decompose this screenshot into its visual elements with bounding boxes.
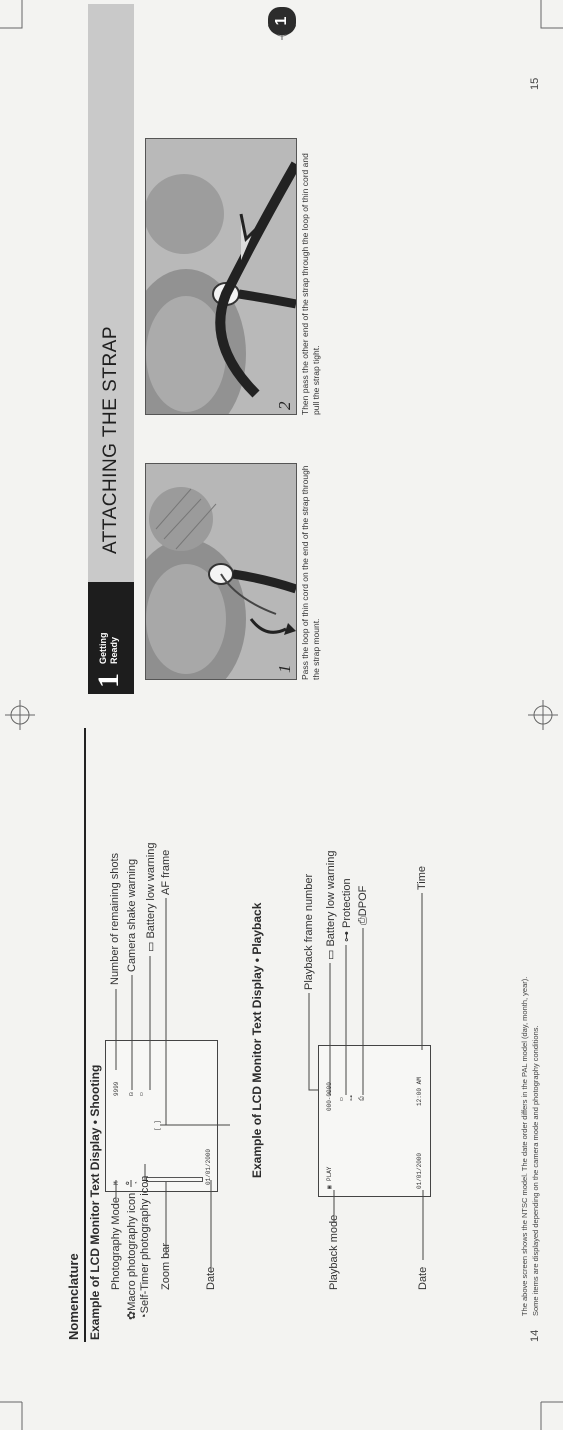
page-number-right: 15 — [529, 77, 541, 90]
lcd-date-readout: 01/01/2000 — [205, 1148, 212, 1185]
callout-remaining-shots: Number of remaining shots — [109, 852, 121, 985]
self-timer-icon: ◔ — [139, 1313, 151, 1320]
step-1-caption: Pass the loop of thin cord on the end of the strap through the strap mount. — [300, 465, 321, 680]
play-icon: ▣ — [326, 1185, 333, 1189]
crop-mark-bottom-right — [541, 0, 563, 28]
footnote-line-1: The above screen shows the NTSC model. The date order differs in the PAL model (day, month, year). — [520, 976, 529, 1316]
callout-dpof-label: DPOF — [357, 885, 369, 917]
lcd-date-readout: 01/01/2000 — [416, 1152, 423, 1189]
dpof-icon: ⎙ — [358, 1096, 365, 1101]
protection-icon: ⊶ — [341, 931, 353, 942]
chapter-number: 1 — [92, 673, 125, 688]
chapter-label — [98, 633, 120, 665]
callout-date-playback: Date — [417, 1266, 429, 1290]
self-timer-icon: ◔ — [133, 1181, 140, 1185]
step-1-number: 1 — [275, 664, 294, 673]
battery-icon: ▭ — [138, 1092, 145, 1096]
macro-icon: ✿ — [124, 1181, 131, 1185]
lcd-time-readout: 12:00 AM — [416, 1077, 423, 1106]
playback-section-heading: Example of LCD Monitor Text Display • Playback — [250, 902, 264, 1178]
callout-frame-number: Playback frame number — [303, 873, 315, 990]
strap-pull-illustration — [146, 139, 296, 414]
lcd-mode-readout: M — [113, 1181, 120, 1185]
callout-photography-mode: Photography Mode — [110, 1197, 122, 1290]
step-1-photo — [145, 463, 297, 680]
lcd-af-frame: [ ] — [154, 1120, 161, 1131]
page-number-left: 14 — [529, 1329, 541, 1342]
protection-icon: ⊶ — [348, 1095, 355, 1101]
crop-mark-top-right — [0, 0, 22, 28]
callout-protection-label: Protection — [341, 878, 353, 928]
section-title: ATTACHING THE STRAP — [100, 325, 121, 554]
step-2-caption: Then pass the other end of the strap through the loop of thin cord and pull the strap tight. — [300, 153, 321, 415]
callout-af-frame: AF frame — [160, 849, 172, 895]
battery-icon: ▭ — [338, 1097, 345, 1101]
battery-icon: ▭ — [145, 941, 157, 952]
dpof-icon: ⎙ — [357, 916, 369, 925]
lcd-play-readout: PLAY — [326, 1166, 333, 1181]
strap-loop-illustration — [146, 464, 296, 679]
footnote-line-2: Some items are displayed depending on the camera mode and photography conditions. — [531, 1025, 540, 1316]
callout-playback-mode: Playback mode — [328, 1214, 340, 1290]
callout-self-timer-icon-label: Self-Timer photography icon — [139, 1175, 151, 1314]
callout-battery-low-playback-label: Battery low warning — [325, 850, 337, 947]
chapter-label-line-2: Ready — [109, 636, 119, 664]
callout-zoom-bar: Zoom bar — [160, 1242, 172, 1290]
chapter-label-line-1: Getting — [98, 632, 108, 664]
lcd-shots-readout: 9999 — [113, 1081, 120, 1096]
chapter-marker — [88, 582, 134, 694]
callout-macro-icon-label: Macro photography icon — [126, 1192, 138, 1311]
chapter-tab-badge: 1 — [268, 7, 296, 35]
lcd-frame-readout: 000-0000 — [326, 1082, 333, 1111]
step-2-number: 2 — [275, 401, 294, 410]
camera-shake-icon: ☊ — [128, 1092, 135, 1096]
battery-icon: ▭ — [325, 949, 337, 960]
page-title: Nomenclature — [66, 1253, 81, 1340]
callout-date: Date — [205, 1266, 217, 1290]
callout-time: Time — [416, 865, 428, 890]
macro-icon: ✿ — [126, 1310, 138, 1320]
shooting-section-heading: Example of LCD Monitor Text Display • Shooting — [88, 1064, 102, 1340]
step-2-photo — [145, 138, 297, 415]
callout-battery-low-label: Battery low warning — [145, 842, 157, 939]
playback-leader-lines — [0, 710, 563, 1430]
callout-camera-shake: Camera shake warning — [126, 858, 138, 972]
